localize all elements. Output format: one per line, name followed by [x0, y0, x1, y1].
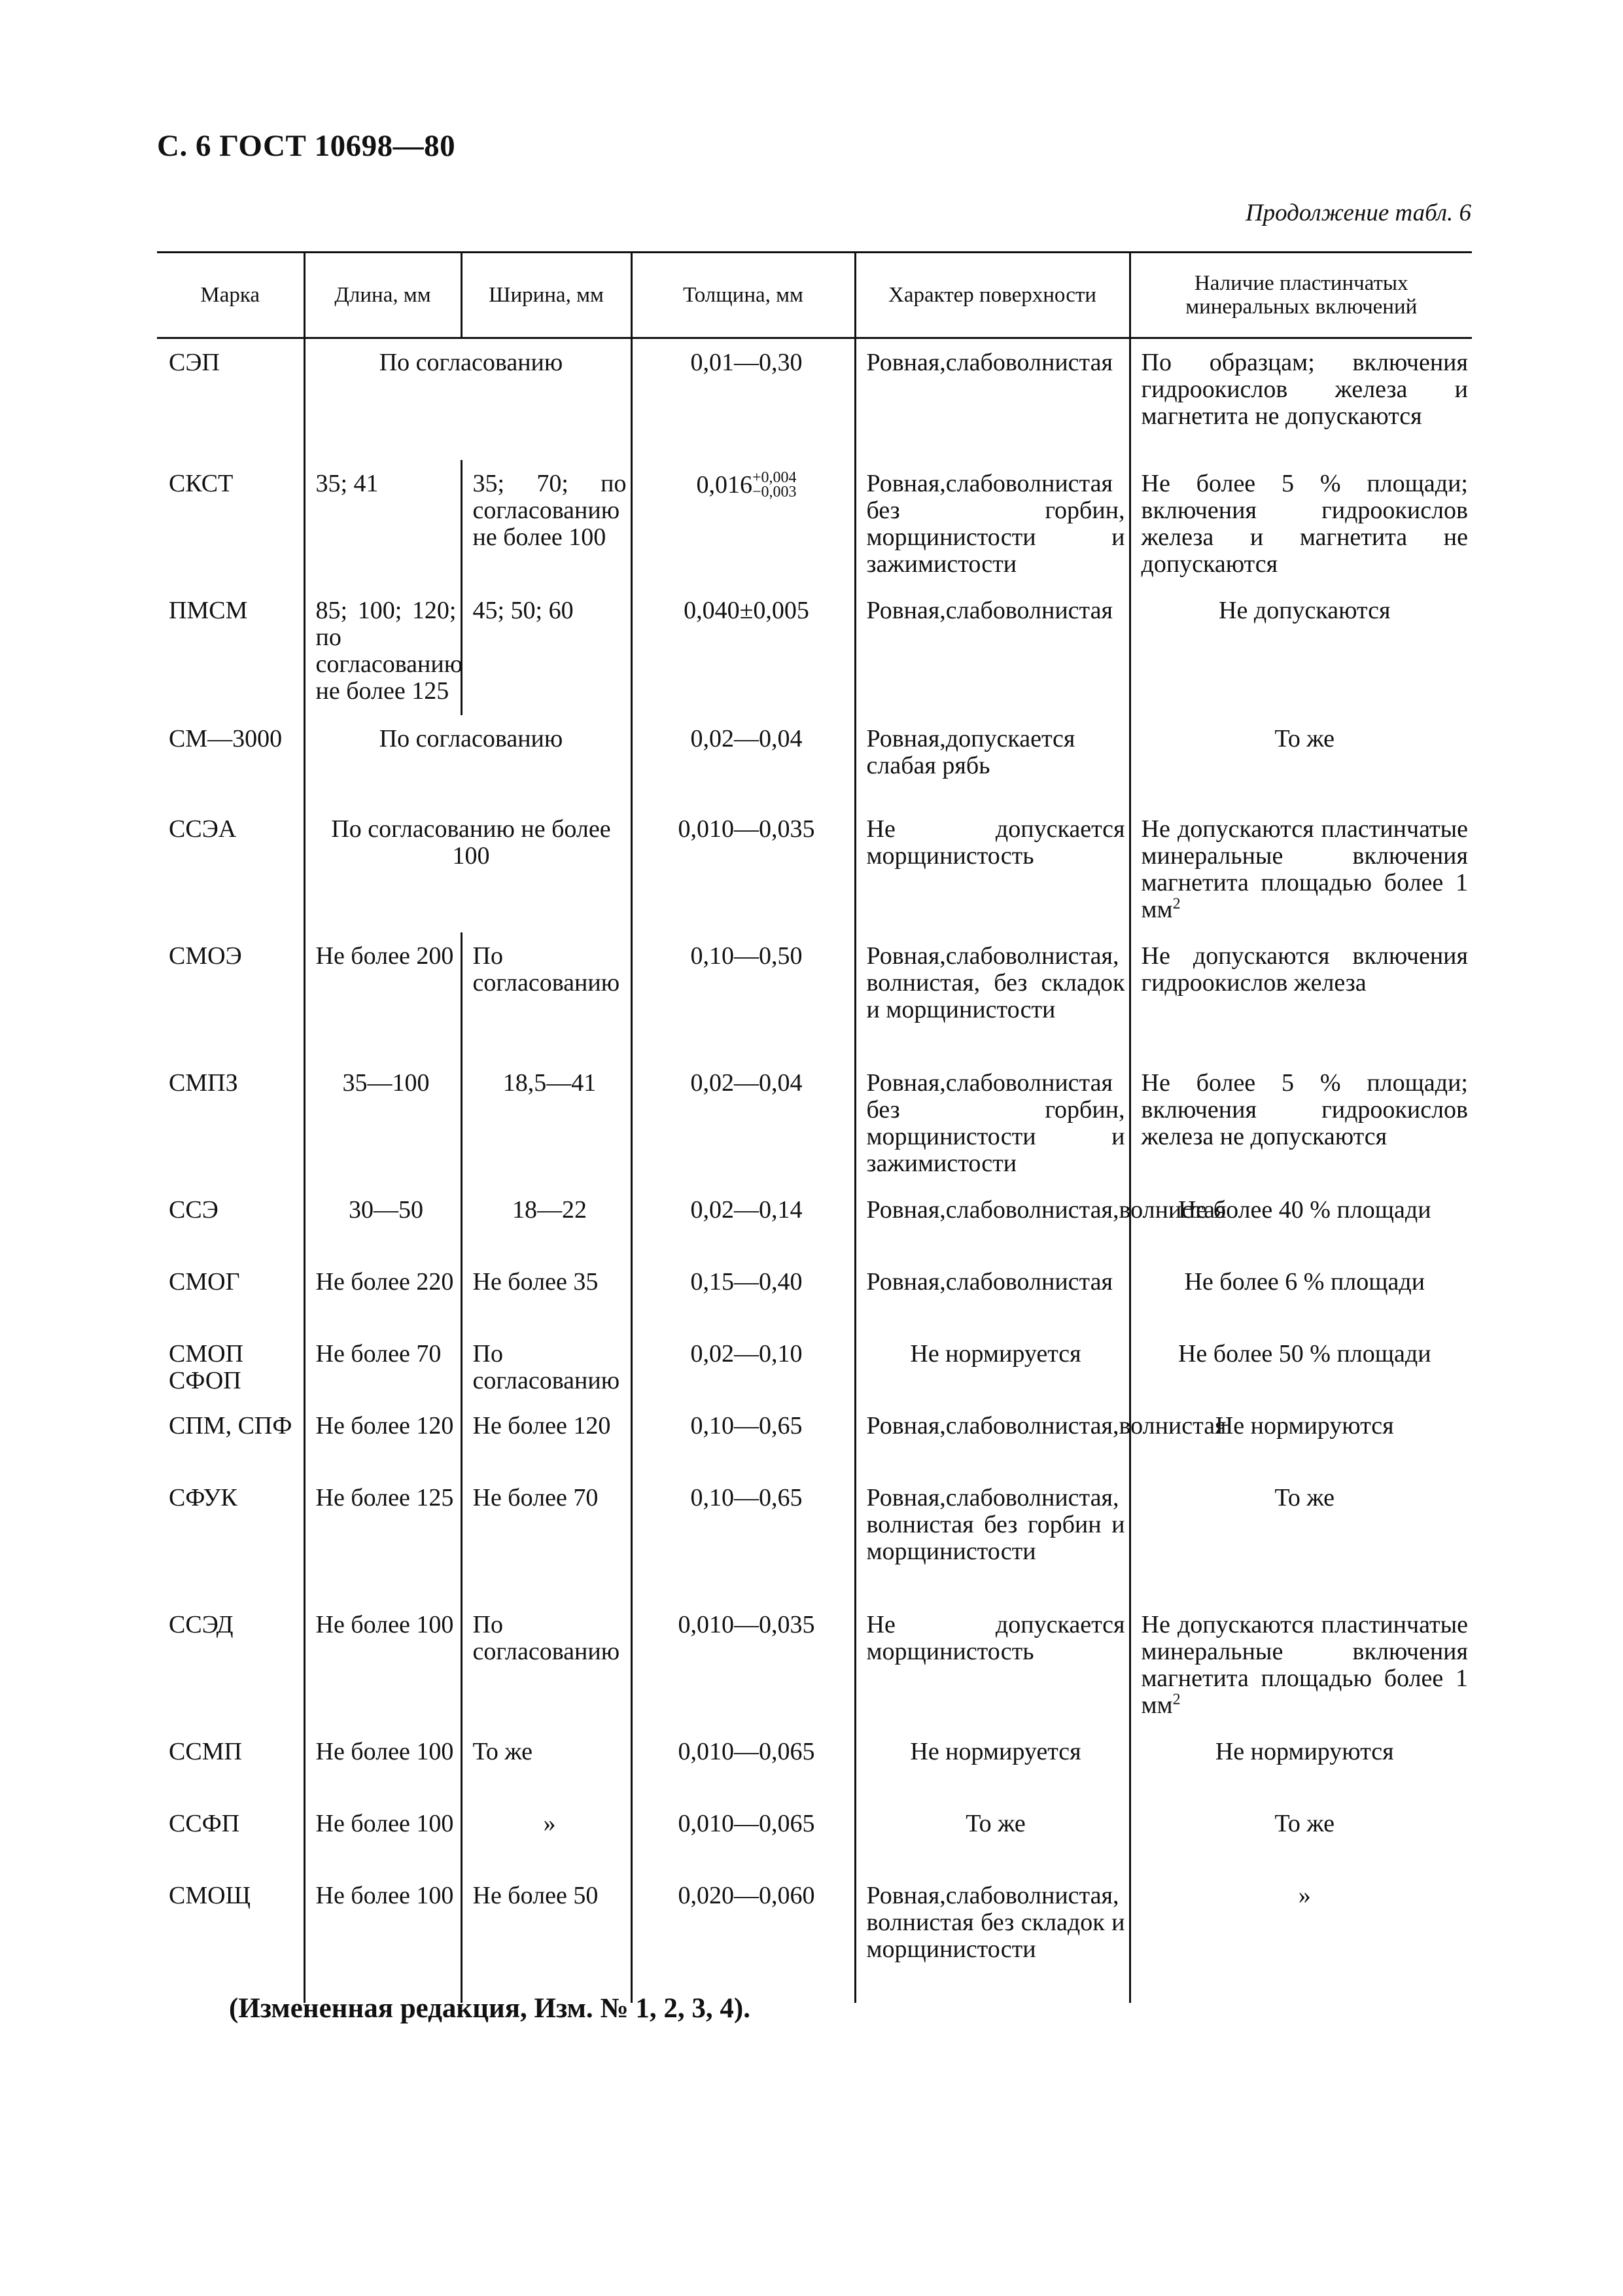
cell-inclusions: Не более 50 % площади	[1130, 1330, 1472, 1402]
cell-length: Не более 120	[304, 1402, 461, 1474]
spec-table	[157, 251, 1472, 2003]
column-header-surface: Характер поверхности	[855, 253, 1130, 338]
cell-thickness: 0,040±0,005	[631, 587, 855, 715]
cell-inclusions	[1130, 805, 1472, 932]
cell-thickness: 0,15—0,40	[631, 1258, 855, 1330]
cell-inclusions	[1130, 1601, 1472, 1728]
table-row	[157, 1728, 1472, 1800]
cell-surface: То же	[855, 1800, 1130, 1872]
table-row	[157, 1186, 1472, 1258]
cell-width: 18,5—41	[461, 1059, 631, 1186]
thickness-tolerance	[752, 470, 797, 499]
cell-length: Не более 70	[304, 1330, 461, 1402]
cell-thickness	[631, 460, 855, 587]
thickness-base: 0,016	[696, 470, 752, 499]
cell-mark: СМОГ	[169, 1267, 240, 1296]
table-row	[157, 1800, 1472, 1872]
cell-inclusions: Не допускаются включения гидроокислов железа	[1130, 932, 1472, 1059]
cell-width: Не более 120	[461, 1402, 631, 1474]
table-row	[157, 805, 1472, 932]
cell-inclusions: То же	[1130, 1800, 1472, 1872]
cell-length: Не более 100	[304, 1800, 461, 1872]
cell-size-merged: По согласованию	[304, 338, 631, 460]
cell-width: Не более 70	[461, 1474, 631, 1601]
cell-surface: Ровная,слабоволнистая	[855, 1258, 1130, 1330]
table-header-row	[157, 253, 1472, 338]
cell-mark: ССЭД	[169, 1610, 234, 1638]
cell-mark: СПМ, СПФ	[169, 1411, 292, 1439]
cell-surface: Ровная,слабоволнистая, волнистая без складок и морщинистости	[855, 1872, 1130, 2003]
cell-thickness: 0,02—0,04	[631, 1059, 855, 1186]
cell-mark: СЭП	[169, 349, 220, 376]
cell-width: По согласованию	[461, 1601, 631, 1728]
cell-length: Не более 100	[304, 1728, 461, 1800]
cell-length: 30—50	[304, 1186, 461, 1258]
cell-surface: Ровная,слабоволнистая,волнистая	[855, 1402, 1130, 1474]
cell-inclusions: Не более 6 % площади	[1130, 1258, 1472, 1330]
cell-surface: Не допускается морщинистость	[855, 1601, 1130, 1728]
cell-thickness: 0,010—0,035	[631, 1601, 855, 1728]
cell-thickness: 0,01—0,30	[631, 338, 855, 460]
cell-surface: Не нормируется	[855, 1728, 1130, 1800]
table-continuation-label: Продолжение табл. 6	[1245, 200, 1471, 226]
cell-mark: СМ—3000	[169, 724, 283, 752]
cell-surface: Ровная,слабоволнистая, волнистая без горбин и морщинистости	[855, 1474, 1130, 1601]
table-row	[157, 1601, 1472, 1728]
table-row	[157, 1474, 1472, 1601]
cell-width: 18—22	[461, 1186, 631, 1258]
column-header-thickness: Толщина, мм	[631, 253, 855, 338]
table-row	[157, 1059, 1472, 1186]
cell-inclusions: То же	[1130, 715, 1472, 805]
cell-length: 85; 100; 120; по согласованию не более 125	[304, 587, 461, 715]
cell-inclusions: Не нормируются	[1130, 1402, 1472, 1474]
cell-size-merged: По согласованию не более 100	[304, 805, 631, 932]
cell-inclusions: Не допускаются	[1130, 587, 1472, 715]
cell-inclusions: Не более 5 % площади; включения гидроокислов железа и магнетита не допускаются	[1130, 460, 1472, 587]
cell-inclusions: По образцам; включения гидроокислов железа и магнетита не допускаются	[1130, 338, 1472, 460]
cell-thickness: 0,10—0,50	[631, 932, 855, 1059]
cell-mark: ПМСМ	[169, 596, 248, 624]
table-row	[157, 932, 1472, 1059]
column-header-length: Длина, мм	[304, 253, 461, 338]
cell-length: Не более 200	[304, 932, 461, 1059]
cell-width: 45; 50; 60	[461, 587, 631, 715]
table-row	[157, 1872, 1472, 2003]
column-header-inclusions: Наличие пластинчатых минеральных включений	[1130, 253, 1472, 338]
cell-thickness: 0,02—0,14	[631, 1186, 855, 1258]
table-row	[157, 460, 1472, 587]
column-header-mark: Марка	[157, 253, 304, 338]
superscript: 2	[1172, 1690, 1181, 1708]
cell-length: 35—100	[304, 1059, 461, 1186]
cell-length: Не более 100	[304, 1872, 461, 2003]
cell-mark: ССЭ	[169, 1195, 218, 1224]
cell-length: Не более 220	[304, 1258, 461, 1330]
table-row	[157, 715, 1472, 805]
cell-inclusions: »	[1130, 1872, 1472, 2003]
inclusions-text: Не допускаются пластинчатые минеральные включения магнетита площадью более 1 мм	[1141, 815, 1468, 923]
cell-mark: СКСТ	[169, 469, 234, 497]
cell-length: 35; 41	[304, 460, 461, 587]
cell-inclusions: То же	[1130, 1474, 1472, 1601]
cell-mark: СМПЗ	[169, 1069, 238, 1097]
cell-length: Не более 100	[304, 1601, 461, 1728]
cell-surface: Ровная,слабоволнистая без горбин, морщинистости и зажимистости	[855, 460, 1130, 587]
tolerance-minus: −0,003	[752, 483, 797, 501]
table-row	[157, 1330, 1472, 1402]
cell-thickness: 0,02—0,04	[631, 715, 855, 805]
cell-thickness: 0,010—0,035	[631, 805, 855, 932]
cell-size-merged: По согласованию	[304, 715, 631, 805]
cell-surface: Ровная,слабоволнистая	[855, 338, 1130, 460]
tolerance-plus: +0,004	[752, 468, 797, 486]
cell-surface: Ровная,слабоволнистая без горбин, морщинистости и зажимистости	[855, 1059, 1130, 1186]
cell-thickness: 0,10—0,65	[631, 1402, 855, 1474]
cell-inclusions: Не более 40 % площади	[1130, 1186, 1472, 1258]
cell-mark: СМОЭ	[169, 942, 242, 970]
table-row	[157, 1402, 1472, 1474]
cell-thickness: 0,10—0,65	[631, 1474, 855, 1601]
cell-length: Не более 125	[304, 1474, 461, 1601]
inclusions-text: Не допускаются пластинчатые минеральные включения магнетита площадью более 1 мм	[1141, 1610, 1468, 1719]
cell-surface: Ровная,слабоволнистая	[855, 587, 1130, 715]
cell-thickness: 0,010—0,065	[631, 1728, 855, 1800]
cell-surface: Не допускается морщинистость	[855, 805, 1130, 932]
cell-surface: Ровная,допускается слабая рябь	[855, 715, 1130, 805]
cell-thickness: 0,010—0,065	[631, 1800, 855, 1872]
cell-width: Не более 35	[461, 1258, 631, 1330]
table-row	[157, 338, 1472, 460]
page-header: С. 6 ГОСТ 10698—80	[157, 129, 456, 163]
table-row	[157, 587, 1472, 715]
cell-thickness: 0,020—0,060	[631, 1872, 855, 2003]
cell-width: Не более 50	[461, 1872, 631, 2003]
cell-inclusions: Не нормируются	[1130, 1728, 1472, 1800]
cell-mark: СФУК	[169, 1483, 237, 1511]
superscript: 2	[1172, 894, 1181, 912]
cell-mark: СМОП СФОП	[169, 1339, 244, 1394]
cell-width: 35; 70; по согласованию не более 100	[461, 460, 631, 587]
cell-mark: ССМП	[169, 1737, 242, 1765]
cell-mark: ССФП	[169, 1809, 240, 1837]
cell-mark: ССЭА	[169, 815, 237, 843]
amendment-note: (Измененная редакция, Изм. № 1, 2, 3, 4).	[229, 1993, 750, 2024]
cell-mark: СМОЩ	[169, 1881, 251, 1909]
cell-surface: Ровная,слабоволнистая,волнистая	[855, 1186, 1130, 1258]
spec-table-container	[157, 251, 1472, 2003]
column-header-width: Ширина, мм	[461, 253, 631, 338]
cell-width: »	[461, 1800, 631, 1872]
cell-thickness: 0,02—0,10	[631, 1330, 855, 1402]
cell-width: По согласованию	[461, 932, 631, 1059]
cell-width: По согласованию	[461, 1330, 631, 1402]
cell-inclusions: Не более 5 % площади; включения гидроокислов железа не допускаются	[1130, 1059, 1472, 1186]
table-row	[157, 1258, 1472, 1330]
cell-width: То же	[461, 1728, 631, 1800]
cell-surface: Ровная,слабоволнистая, волнистая, без складок и морщинистости	[855, 932, 1130, 1059]
cell-surface: Не нормируется	[855, 1330, 1130, 1402]
